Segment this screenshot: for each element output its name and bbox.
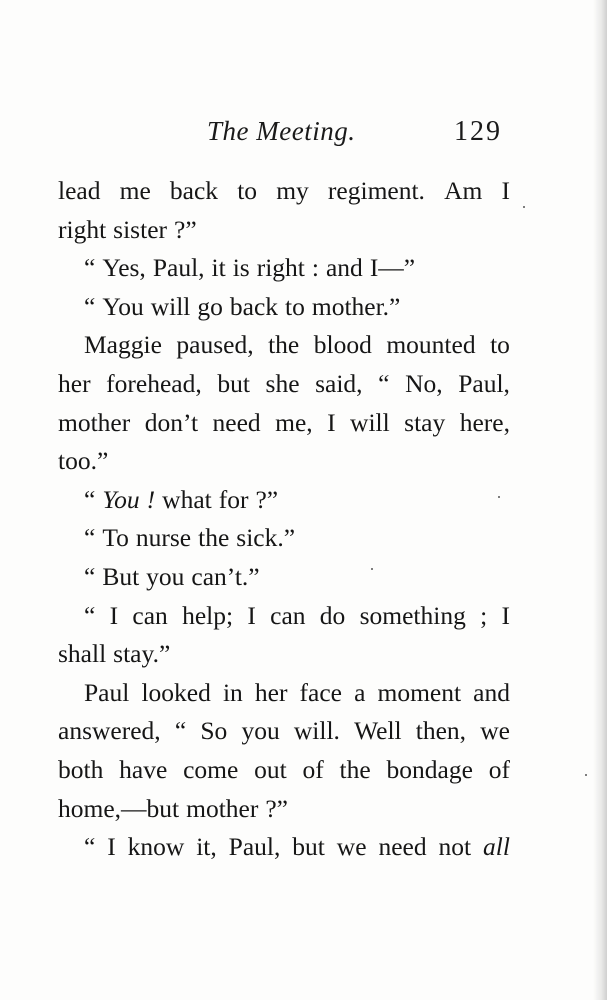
word: of xyxy=(488,754,510,784)
text-line xyxy=(58,790,510,829)
word: you xyxy=(146,561,185,591)
word: No, xyxy=(405,368,443,398)
word: “ xyxy=(84,523,96,553)
text-line xyxy=(58,211,510,250)
word: to xyxy=(490,330,510,360)
word: answered, xyxy=(58,716,161,746)
word: have xyxy=(119,754,168,784)
word: she xyxy=(265,368,300,398)
word: said, xyxy=(315,368,363,398)
text-line xyxy=(58,365,510,404)
word: go xyxy=(197,291,223,321)
text-line xyxy=(58,442,510,481)
word: I—” xyxy=(369,253,416,283)
word: mother.” xyxy=(311,291,401,321)
print-speck xyxy=(371,568,373,570)
word: something xyxy=(359,600,466,630)
word: “ xyxy=(84,253,96,283)
word: Well xyxy=(354,716,402,746)
word: I xyxy=(501,176,510,205)
word: need xyxy=(212,407,261,437)
print-speck xyxy=(585,774,587,776)
text-line xyxy=(58,712,510,751)
word: right xyxy=(58,214,107,244)
word: You xyxy=(102,484,140,514)
word: “ xyxy=(84,291,96,321)
word: shall xyxy=(58,639,107,669)
word: the xyxy=(339,754,371,784)
word: will xyxy=(350,407,390,437)
word: to xyxy=(285,291,305,321)
word: “ xyxy=(174,716,187,746)
print-speck xyxy=(523,206,525,208)
text-line xyxy=(58,558,510,597)
word: what xyxy=(162,484,212,514)
word: out xyxy=(254,754,287,784)
word: back xyxy=(229,291,279,321)
word: right xyxy=(256,253,305,283)
word: “ xyxy=(84,484,96,514)
word: stay xyxy=(404,407,446,437)
word: in xyxy=(222,677,243,707)
word: forehead, xyxy=(106,368,202,398)
word: Paul, xyxy=(458,368,510,398)
word: I xyxy=(327,407,336,437)
word: but xyxy=(292,832,325,862)
word: Am xyxy=(444,176,483,205)
running-title: The Meeting. xyxy=(207,116,356,146)
word: mother xyxy=(186,793,259,823)
word: “ xyxy=(84,600,96,630)
word: will. xyxy=(293,716,340,746)
word: a xyxy=(354,677,366,707)
word: my xyxy=(276,176,309,205)
print-speck xyxy=(498,496,500,498)
word: : xyxy=(311,253,319,283)
word: mother xyxy=(58,407,131,437)
text-line xyxy=(58,404,510,443)
word: ; xyxy=(480,600,488,630)
word: Paul xyxy=(84,677,130,707)
text-line xyxy=(58,519,510,558)
text-line xyxy=(58,481,510,520)
word: come xyxy=(183,754,239,784)
word: I xyxy=(501,600,510,630)
word: will xyxy=(150,291,191,321)
word: You xyxy=(102,291,144,321)
word: I xyxy=(247,600,256,630)
text-line xyxy=(58,674,510,713)
word: know xyxy=(127,832,185,862)
word: So xyxy=(200,716,228,746)
word: can xyxy=(270,600,306,630)
word: Yes, xyxy=(102,253,146,283)
word: and xyxy=(325,253,363,283)
text-line xyxy=(58,249,510,288)
word: looked xyxy=(141,677,211,707)
word: mounted xyxy=(386,330,476,360)
word: do xyxy=(319,600,346,630)
text-line xyxy=(58,172,510,211)
word: too.” xyxy=(58,446,109,476)
text-line xyxy=(58,635,510,674)
word: don’t xyxy=(144,407,199,437)
running-head xyxy=(0,116,607,156)
word: stay.” xyxy=(113,639,171,669)
word: ?” xyxy=(174,214,197,244)
word: the xyxy=(268,330,300,360)
word: moment xyxy=(377,677,462,707)
word: and xyxy=(473,677,510,707)
word: ! xyxy=(146,484,156,514)
word: “ xyxy=(378,368,390,398)
word: Maggie xyxy=(84,330,162,360)
word: “ xyxy=(84,561,96,591)
word: Paul, xyxy=(228,832,281,862)
word: then, xyxy=(415,716,467,746)
word: her xyxy=(58,368,91,398)
word: help; xyxy=(182,600,234,630)
word: her xyxy=(254,677,288,707)
text-line xyxy=(58,751,510,790)
word: nurse xyxy=(135,523,192,553)
word: me, xyxy=(275,407,313,437)
word: we xyxy=(336,832,367,862)
word: to xyxy=(237,176,258,205)
word: ?” xyxy=(255,484,279,514)
word: can xyxy=(132,600,168,630)
word: regiment. xyxy=(327,176,425,205)
page-number: 129 xyxy=(454,116,502,147)
word: need xyxy=(378,832,427,862)
word: face xyxy=(299,677,342,707)
word: ?” xyxy=(265,793,288,823)
word: you xyxy=(241,716,280,746)
word: Paul, xyxy=(152,253,205,283)
word: I xyxy=(109,600,119,630)
word: bondage xyxy=(386,754,473,784)
word: can’t.” xyxy=(191,561,260,591)
word: sick.” xyxy=(236,523,296,553)
word: the xyxy=(198,523,230,553)
word: back xyxy=(169,176,219,205)
word: for xyxy=(218,484,249,514)
word: of xyxy=(302,754,324,784)
word: both xyxy=(58,754,104,784)
word: all xyxy=(482,832,510,862)
word: But xyxy=(102,561,140,591)
word: it, xyxy=(196,832,217,862)
word: is xyxy=(232,253,250,283)
word: me xyxy=(119,176,151,205)
body-text xyxy=(58,172,510,867)
text-line xyxy=(58,597,510,636)
word: it xyxy=(211,253,226,283)
word: lead xyxy=(58,176,101,205)
word: paused, xyxy=(176,330,254,360)
word: we xyxy=(480,716,510,746)
text-line xyxy=(58,326,510,365)
word: I xyxy=(107,832,116,862)
word: here, xyxy=(459,407,510,437)
word: blood xyxy=(313,330,372,360)
text-line xyxy=(58,288,510,327)
word: not xyxy=(438,832,472,862)
word: home,—but xyxy=(58,793,180,823)
word: sister xyxy=(113,214,167,244)
word: “ xyxy=(84,832,96,862)
text-line xyxy=(58,828,510,867)
word: but xyxy=(217,368,250,398)
word: To xyxy=(102,523,129,553)
